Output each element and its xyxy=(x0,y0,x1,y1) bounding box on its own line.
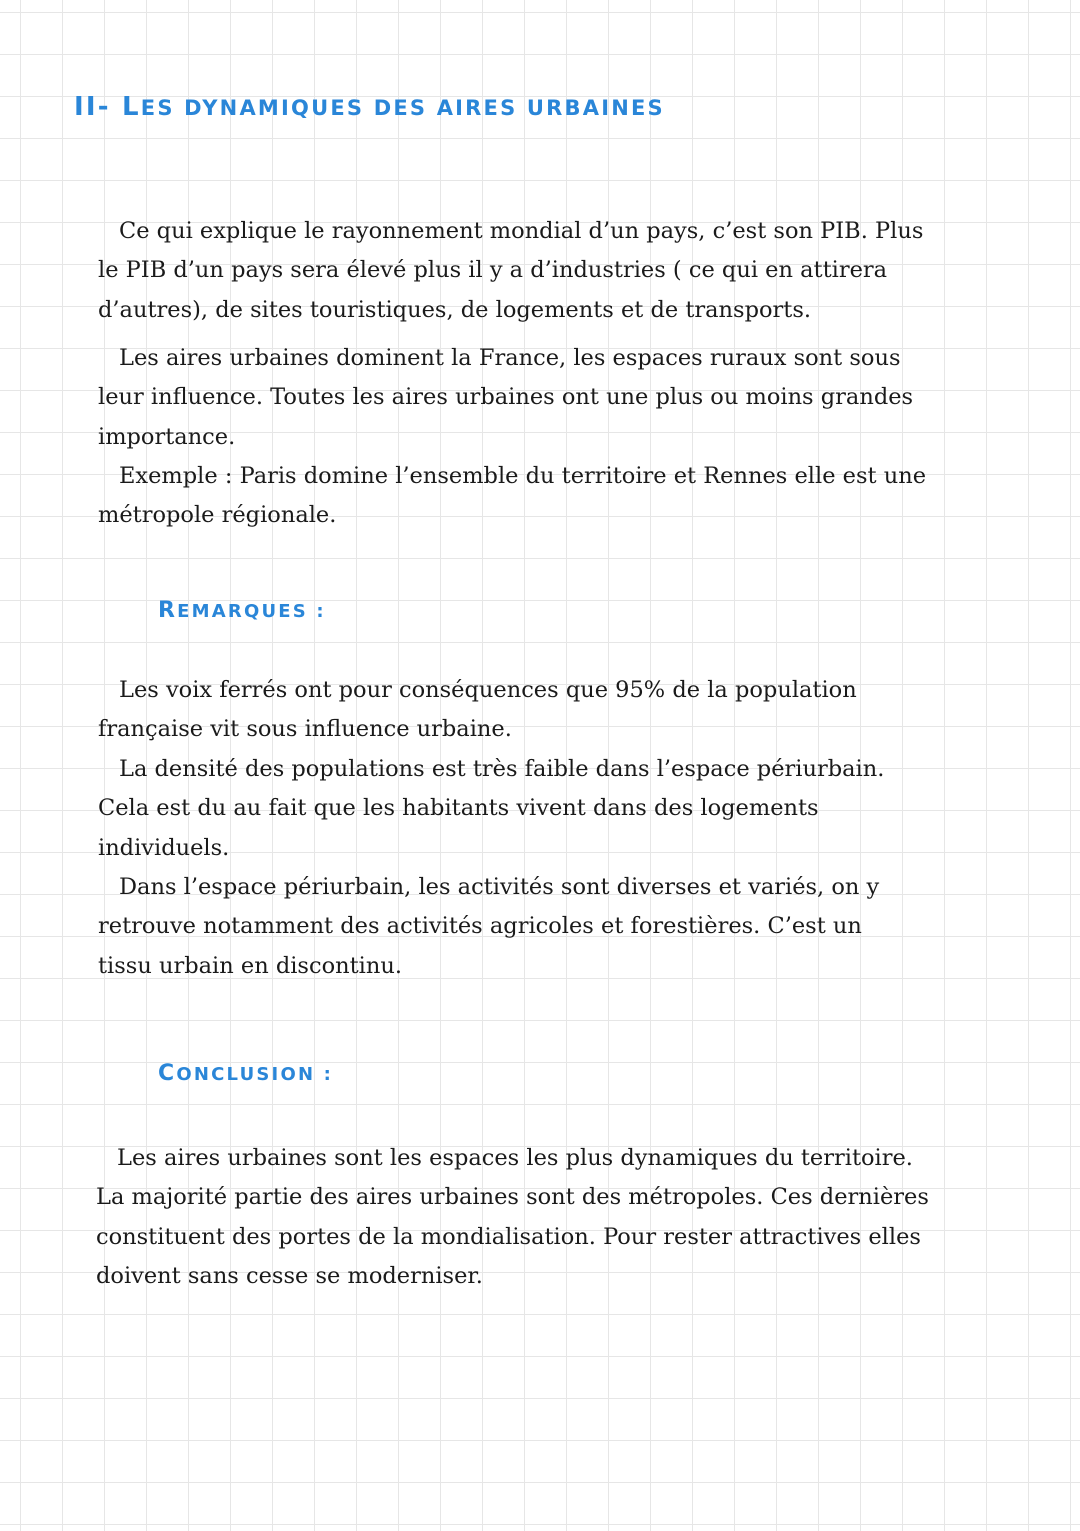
remarques-heading xyxy=(158,595,326,623)
text-line: Les aires urbaines sont les espaces les plus dynamiques du territoire. xyxy=(117,1145,913,1171)
title-prefix: II- xyxy=(74,92,122,122)
text-line: d’autres), de sites touristiques, de logements et de transports. xyxy=(98,296,812,323)
text-line: Dans l’espace périurbain, les activités sont diverses et variés, on y xyxy=(119,874,880,900)
conclusion-paragraph xyxy=(96,1139,929,1296)
title-first-letter: L xyxy=(122,92,141,122)
text-line: Exemple : Paris domine l’ensemble du territoire et Rennes elle est une xyxy=(119,463,927,489)
text-line: La densité des populations est très faible dans l’espace périurbain. xyxy=(119,756,885,782)
text-line: Les voix ferrés ont pour conséquences que 95% de la population xyxy=(119,677,857,703)
remarques-paragraph-2 xyxy=(98,750,884,868)
conclusion-heading xyxy=(158,1058,333,1086)
text-line: individuels. xyxy=(98,834,230,861)
text-line: Les aires urbaines dominent la France, les espaces ruraux sont sous xyxy=(119,345,901,371)
text-line: métropole régionale. xyxy=(98,502,337,529)
remarques-paragraph-3 xyxy=(98,868,879,986)
intro-paragraph-3 xyxy=(98,457,926,536)
page-title xyxy=(74,92,665,122)
text-line: La majorité partie des aires urbaines sont des métropoles. Ces dernières xyxy=(96,1184,929,1211)
text-line: Cela est du au fait que les habitants vivent dans des logements xyxy=(98,795,819,822)
heading-first-letter: R xyxy=(158,598,178,623)
text-line: Ce qui explique le rayonnement mondial d’un pays, c’est son PIB. Plus xyxy=(119,218,924,244)
intro-paragraph-1 xyxy=(98,212,923,330)
heading-first-letter: C xyxy=(158,1061,177,1086)
text-line: le PIB d’un pays sera élevé plus il y a d’industries ( ce qui en attirera xyxy=(98,257,888,284)
text-line: constituent des portes de la mondialisation. Pour rester attractives elles xyxy=(96,1223,921,1250)
text-line: leur influence. Toutes les aires urbaines ont une plus ou moins grandes xyxy=(98,384,914,411)
text-line: retrouve notamment des activités agricoles et forestières. C’est un xyxy=(98,913,862,940)
text-line: doivent sans cesse se moderniser. xyxy=(96,1262,483,1289)
text-line: française vit sous influence urbaine. xyxy=(98,716,512,743)
text-line: tissu urbain en discontinu. xyxy=(98,952,402,979)
heading-rest: EMARQUES : xyxy=(177,601,326,622)
remarques-paragraph-1 xyxy=(98,671,857,750)
text-line: importance. xyxy=(98,423,236,450)
intro-paragraph-2 xyxy=(98,339,913,457)
heading-rest: ONCLUSION : xyxy=(176,1064,334,1085)
title-rest: ES DYNAMIQUES DES AIRES URBAINES xyxy=(140,96,665,120)
